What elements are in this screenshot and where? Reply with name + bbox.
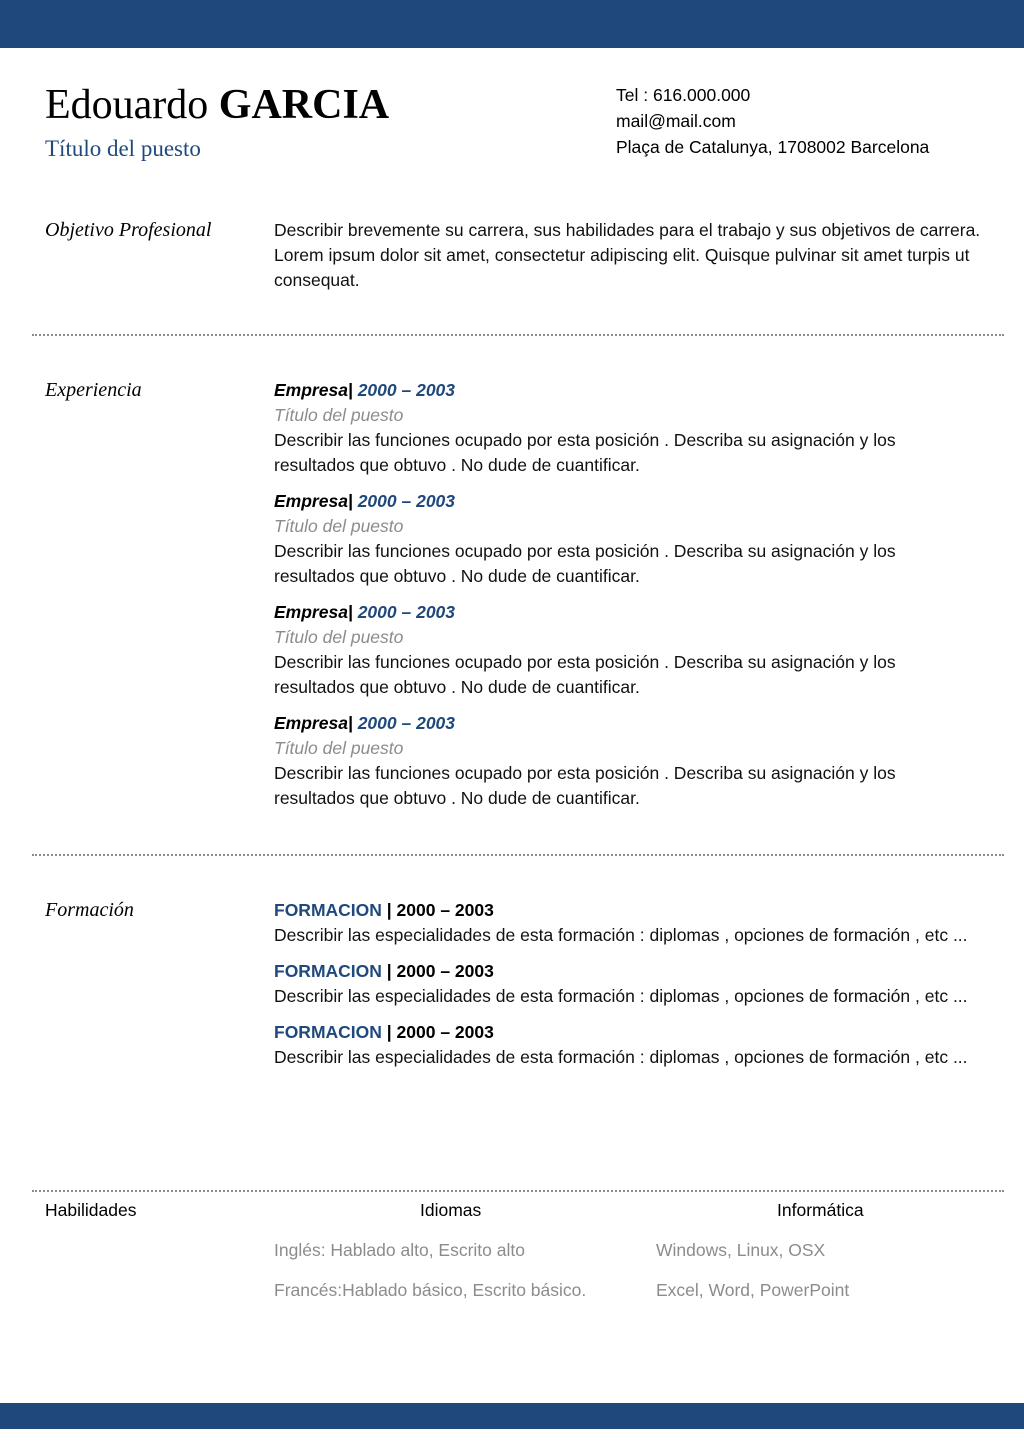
objective-text: Describir brevemente su carrera, sus habilidades para el trabajo y sus objetivos de carrera. Lorem ipsum dolor sit amet, consectetur adipiscing elit. Quisque pulvinar sit amet turpis ut consequat. [274, 220, 981, 290]
education-name: FORMACION [274, 961, 382, 981]
experience-list [274, 378, 974, 822]
section-divider [32, 334, 1004, 336]
experience-description: Describir las funciones ocupado por esta posición . Describa su asignación y los resultados que obtuvo . No dude de cuantificar. [274, 430, 896, 475]
experience-years: 2000 – 2003 [357, 602, 456, 622]
job-title: Título del puesto [45, 136, 201, 161]
experience-description: Describir las funciones ocupado por esta posición . Describa su asignación y los resultados que obtuvo . No dude de cuantificar. [274, 763, 896, 808]
education-name: FORMACION [274, 1022, 382, 1042]
education-heading [274, 1020, 979, 1045]
it-heading: Informática [777, 1200, 864, 1220]
education-years: | 2000 – 2003 [386, 900, 494, 920]
objective-label: Objetivo Profesional [45, 219, 212, 241]
company-name: Empresa| [274, 491, 353, 511]
experience-description: Describir las funciones ocupado por esta posición . Describa su asignación y los resultados que obtuvo . No dude de cuantificar. [274, 541, 896, 586]
company-name: Empresa| [274, 380, 353, 400]
education-list [274, 898, 979, 1081]
section-divider [32, 1190, 1004, 1192]
experience-heading [274, 600, 974, 625]
education-item [274, 959, 979, 1009]
experience-item [274, 378, 974, 478]
experience-years: 2000 – 2003 [357, 380, 456, 400]
education-name: FORMACION [274, 900, 382, 920]
experience-heading [274, 489, 974, 514]
education-description: Describir las especialidades de esta formación : diplomas , opciones de formación , etc ... [274, 925, 968, 945]
experience-item [274, 711, 974, 811]
experience-heading [274, 711, 974, 736]
education-item [274, 1020, 979, 1070]
skills-label: Habilidades [45, 1200, 137, 1220]
experience-item [274, 489, 974, 589]
experience-years: 2000 – 2003 [357, 491, 456, 511]
experience-title: Título del puesto [274, 405, 404, 425]
education-heading [274, 959, 979, 984]
it-skill-item: Excel, Word, PowerPoint [656, 1280, 850, 1300]
bottom-band [0, 1403, 1024, 1429]
first-name: Edouardo [45, 82, 209, 128]
education-description: Describir las especialidades de esta formación : diplomas , opciones de formación , etc ... [274, 986, 968, 1006]
experience-item [274, 600, 974, 700]
email: mail@mail.com [616, 111, 736, 131]
education-description: Describir las especialidades de esta formación : diplomas , opciones de formación , etc ... [274, 1047, 968, 1067]
section-divider [32, 854, 1004, 856]
experience-label: Experiencia [45, 379, 142, 401]
education-years: | 2000 – 2003 [386, 961, 494, 981]
education-years: | 2000 – 2003 [386, 1022, 494, 1042]
education-heading [274, 898, 979, 923]
experience-title: Título del puesto [274, 627, 404, 647]
experience-description: Describir las funciones ocupado por esta posición . Describa su asignación y los resultados que obtuvo . No dude de cuantificar. [274, 652, 896, 697]
experience-years: 2000 – 2003 [357, 713, 456, 733]
language-item: Francés:Hablado básico, Escrito básico. [274, 1280, 587, 1300]
language-item: Inglés: Hablado alto, Escrito alto [274, 1240, 525, 1260]
education-label: Formación [45, 899, 134, 921]
company-name: Empresa| [274, 713, 353, 733]
experience-title: Título del puesto [274, 516, 404, 536]
last-name: GARCIA [218, 82, 390, 128]
company-name: Empresa| [274, 602, 353, 622]
candidate-name [45, 84, 389, 126]
contact-block [616, 82, 929, 160]
it-skill-item: Windows, Linux, OSX [656, 1240, 826, 1260]
education-item [274, 898, 979, 948]
phone: Tel : 616.000.000 [616, 85, 751, 105]
top-band [0, 0, 1024, 48]
experience-title: Título del puesto [274, 738, 404, 758]
languages-heading: Idiomas [420, 1200, 482, 1220]
experience-heading [274, 378, 974, 403]
address: Plaça de Catalunya, 1708002 Barcelona [616, 137, 930, 157]
